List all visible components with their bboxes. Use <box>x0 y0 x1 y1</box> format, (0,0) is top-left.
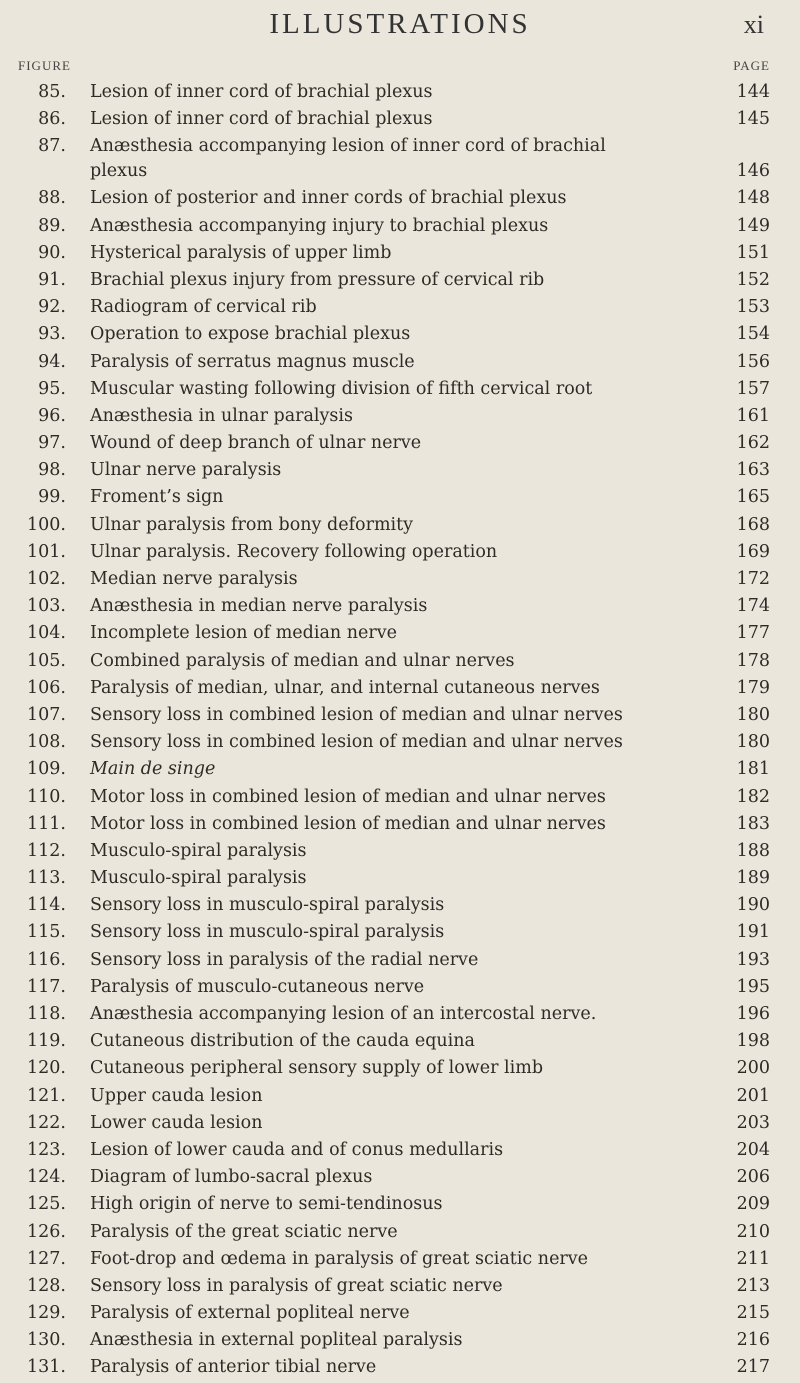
figure-number: 109. <box>27 759 66 780</box>
figure-title-text: Lesion of inner cord of brachial plexus <box>90 82 433 102</box>
figure-title-text: Paralysis of the great sciatic nerve <box>90 1221 398 1242</box>
page-reference: 217 <box>736 1357 770 1378</box>
list-item <box>0 107 800 134</box>
list-item <box>0 377 800 404</box>
figure-number: 92. <box>38 297 66 318</box>
figure-title <box>90 1002 596 1027</box>
figure-number: 125. <box>27 1194 66 1215</box>
page-reference: 169 <box>736 541 770 562</box>
figure-title-text: Anæsthesia in external popliteal paralysis <box>90 1330 463 1351</box>
figure-number: 114. <box>27 895 66 916</box>
figure-title <box>90 703 623 728</box>
list-item <box>0 948 800 975</box>
page-reference: 201 <box>736 1085 770 1106</box>
figure-title <box>90 268 544 293</box>
figure-title <box>90 1138 503 1163</box>
figure-number: 106. <box>27 677 66 698</box>
page-reference: 165 <box>736 487 770 508</box>
page-reference: 180 <box>736 732 770 753</box>
list-item <box>0 1138 800 1165</box>
list-item <box>0 404 800 431</box>
figure-number: 88. <box>38 188 66 209</box>
figure-number: 129. <box>27 1303 66 1324</box>
figure-title <box>90 107 433 132</box>
page-reference: 200 <box>736 1058 770 1079</box>
list-item <box>0 785 800 812</box>
figure-title <box>90 649 515 674</box>
page-reference: 190 <box>736 895 770 916</box>
figure-title <box>90 1247 588 1272</box>
list-item <box>0 322 800 349</box>
figure-number: 112. <box>27 840 66 861</box>
list-item <box>0 703 800 730</box>
page-reference: 193 <box>736 949 770 970</box>
figure-number: 89. <box>38 215 66 236</box>
page-reference: 203 <box>736 1112 770 1133</box>
figure-number: 110. <box>27 786 66 807</box>
figure-title <box>90 1220 398 1245</box>
figure-title-text: Paralysis of external popliteal nerve <box>90 1303 410 1324</box>
list-item <box>0 485 800 512</box>
figure-title <box>90 1274 503 1299</box>
list-item <box>0 513 800 540</box>
figure-title <box>90 485 223 510</box>
figure-title-text: Foot-drop and œdema in paralysis of great sciatic nerve <box>90 1248 589 1269</box>
figure-title <box>90 134 606 184</box>
figure-column-heading: FIGURE <box>18 58 71 73</box>
list-item <box>0 540 800 567</box>
figure-number: 87. <box>38 136 66 157</box>
page-reference: 162 <box>736 433 770 454</box>
figure-number: 123. <box>27 1139 66 1160</box>
figure-title <box>90 214 548 239</box>
figure-title <box>90 948 478 973</box>
figure-number: 98. <box>38 460 66 481</box>
figure-title <box>90 812 606 837</box>
list-item <box>0 458 800 485</box>
page-reference: 153 <box>736 297 770 318</box>
figure-number: 119. <box>27 1031 66 1052</box>
figure-title-text: Muscular wasting following division of fifth cervical root <box>90 378 593 399</box>
figure-number: 102. <box>27 569 66 589</box>
page-reference: 188 <box>736 840 770 861</box>
figure-title-text: Sensory loss in combined lesion of median and ulnar nerves <box>90 704 623 725</box>
figure-number: 108. <box>27 732 66 753</box>
figure-title-text: Paralysis of serratus magnus muscle <box>90 351 415 372</box>
list-item <box>0 134 800 186</box>
list-item <box>0 350 800 377</box>
list-item <box>0 920 800 947</box>
list-item <box>0 1301 800 1328</box>
figure-number: 93. <box>38 324 66 345</box>
figure-number: 120. <box>27 1058 66 1079</box>
illustrations-list <box>0 80 800 1383</box>
figure-title-text: Operation to expose brachial plexus <box>90 324 411 345</box>
figure-title-continuation: plexus <box>90 161 148 182</box>
figure-number: 130. <box>27 1330 66 1351</box>
figure-title-text: Sensory loss in paralysis of great sciatic nerve <box>90 1275 503 1296</box>
page-reference: 144 <box>736 82 770 102</box>
list-item <box>0 241 800 268</box>
page-reference: 180 <box>736 704 770 725</box>
figure-title <box>90 785 606 810</box>
figure-number: 118. <box>27 1004 66 1024</box>
page-reference: 161 <box>736 405 770 426</box>
figure-title-text: Froment’s sign <box>90 487 224 508</box>
figure-title-text: Radiogram of cervical rib <box>90 297 317 318</box>
figure-title-text: Cutaneous distribution of the cauda equina <box>90 1031 475 1052</box>
figure-title-text: Anæsthesia accompanying lesion of an intercostal nerve. <box>90 1004 597 1024</box>
page-reference: 209 <box>736 1194 770 1215</box>
figure-number: 99. <box>38 487 66 508</box>
figure-title <box>90 975 424 1000</box>
list-item <box>0 1220 800 1247</box>
list-item <box>0 839 800 866</box>
page-reference: 183 <box>736 813 770 834</box>
list-item <box>0 1111 800 1138</box>
page-reference: 213 <box>736 1275 770 1296</box>
figure-title-text: Musculo-spiral paralysis <box>90 840 307 861</box>
figure-number: 96. <box>38 405 66 426</box>
list-item <box>0 567 800 594</box>
figure-number: 86. <box>38 109 66 130</box>
figure-title-text: Main de singe <box>90 759 216 780</box>
page-reference: 152 <box>736 269 770 290</box>
page-reference: 174 <box>736 596 770 617</box>
figure-title <box>90 1056 543 1081</box>
running-header-title: ILLUSTRATIONS <box>269 8 531 40</box>
page-reference: 145 <box>736 109 770 130</box>
figure-title <box>90 920 444 945</box>
figure-number: 122. <box>27 1112 66 1133</box>
list-item <box>0 757 800 784</box>
list-item <box>0 893 800 920</box>
figure-number: 124. <box>27 1167 66 1188</box>
figure-title-text: Lesion of posterior and inner cords of brachial plexus <box>90 188 567 209</box>
figure-number: 117. <box>27 976 66 997</box>
page-reference: 216 <box>736 1330 770 1351</box>
figure-title-text: Anæsthesia accompanying lesion of inner cord of brachial <box>90 136 606 157</box>
figure-title <box>90 431 421 456</box>
figure-number: 121. <box>27 1085 66 1106</box>
page-reference: 149 <box>736 215 770 236</box>
figure-number: 127. <box>27 1248 66 1269</box>
figure-title <box>90 567 298 592</box>
figure-title <box>90 893 444 918</box>
list-item <box>0 649 800 676</box>
figure-title-text: Brachial plexus injury from pressure of cervical rib <box>90 269 545 290</box>
page-reference: 168 <box>736 514 770 535</box>
page-reference: 189 <box>736 868 770 889</box>
page-reference: 198 <box>736 1031 770 1052</box>
page-reference: 151 <box>736 242 770 263</box>
page-reference: 204 <box>736 1139 770 1160</box>
figure-number: 115. <box>27 922 66 943</box>
figure-title-text: Upper cauda lesion <box>90 1085 263 1106</box>
figure-number: 91. <box>38 269 66 290</box>
figure-title-text: Sensory loss in paralysis of the radial nerve <box>90 949 479 970</box>
list-item <box>0 1029 800 1056</box>
figure-title-text: Paralysis of median, ulnar, and internal cutaneous nerves <box>90 677 600 698</box>
page-number: xi <box>743 10 764 39</box>
figure-title <box>90 241 391 266</box>
figure-title-text: Combined paralysis of median and ulnar nerves <box>90 650 515 671</box>
list-item <box>0 866 800 893</box>
list-item <box>0 812 800 839</box>
figure-number: 85. <box>38 82 66 102</box>
list-item <box>0 295 800 322</box>
page-reference: 182 <box>736 786 770 807</box>
figure-title-text: Lesion of lower cauda and of conus medullaris <box>90 1139 504 1160</box>
figure-title <box>90 757 215 782</box>
list-item <box>0 80 800 107</box>
figure-title-text: Ulnar paralysis. Recovery following operation <box>90 541 498 562</box>
figure-title-text: Ulnar paralysis from bony deformity <box>90 514 414 535</box>
figure-title <box>90 404 353 429</box>
list-item <box>0 730 800 757</box>
figure-title-text: Diagram of lumbo-sacral plexus <box>90 1167 373 1188</box>
figure-title <box>90 1192 442 1217</box>
list-item <box>0 1192 800 1219</box>
page-reference: 211 <box>736 1248 770 1269</box>
list-item <box>0 1247 800 1274</box>
figure-title-text: Hysterical paralysis of upper limb <box>90 242 392 263</box>
figure-title <box>90 1111 262 1136</box>
page-reference: 210 <box>736 1221 770 1242</box>
list-item <box>0 594 800 621</box>
figure-title <box>90 186 567 211</box>
figure-title <box>90 730 623 755</box>
figure-title <box>90 621 397 646</box>
page-reference: 146 <box>736 161 770 182</box>
figure-title-text: Incomplete lesion of median nerve <box>90 623 397 644</box>
figure-number: 131. <box>27 1357 66 1378</box>
figure-number: 103. <box>27 596 66 617</box>
figure-title <box>90 1029 475 1054</box>
figure-title <box>90 322 410 347</box>
list-item <box>0 676 800 703</box>
figure-title <box>90 80 433 105</box>
figure-title-text: Ulnar nerve paralysis <box>90 460 282 481</box>
figure-title-text: Paralysis of anterior tibial nerve <box>90 1357 377 1378</box>
figure-title <box>90 1328 462 1353</box>
figure-number: 128. <box>27 1275 66 1296</box>
page-reference: 191 <box>736 922 770 943</box>
page-reference: 163 <box>736 460 770 481</box>
page-reference: 178 <box>736 650 770 671</box>
figure-number: 107. <box>27 704 66 725</box>
list-item <box>0 1328 800 1355</box>
figure-number: 100. <box>27 514 66 535</box>
page-reference: 215 <box>736 1303 770 1324</box>
page-reference: 156 <box>736 351 770 372</box>
list-item <box>0 431 800 458</box>
figure-title <box>90 377 592 402</box>
figure-title-text: Lower cauda lesion <box>90 1112 263 1133</box>
figure-title-text: Motor loss in combined lesion of median and ulnar nerves <box>90 813 606 834</box>
page-reference: 206 <box>736 1167 770 1188</box>
figure-title-text: Median nerve paralysis <box>90 569 298 589</box>
figure-title-text: Sensory loss in musculo-spiral paralysis <box>90 895 445 916</box>
page-reference: 148 <box>736 188 770 209</box>
figure-title-text: Anæsthesia in median nerve paralysis <box>90 596 428 617</box>
list-item <box>0 975 800 1002</box>
list-item <box>0 186 800 213</box>
figure-number: 94. <box>38 351 66 372</box>
figure-title <box>90 458 281 483</box>
list-item <box>0 1084 800 1111</box>
figure-title-text: Wound of deep branch of ulnar nerve <box>90 433 422 454</box>
figure-number: 95. <box>38 378 66 399</box>
figure-title <box>90 513 413 538</box>
figure-title <box>90 866 307 891</box>
figure-title-text: Cutaneous peripheral sensory supply of lower limb <box>90 1058 544 1079</box>
figure-title-text: Sensory loss in musculo-spiral paralysis <box>90 922 445 943</box>
figure-title <box>90 676 600 701</box>
figure-title-text: Paralysis of musculo-cutaneous nerve <box>90 976 425 997</box>
list-item <box>0 268 800 295</box>
figure-number: 101. <box>27 541 66 562</box>
list-item <box>0 1274 800 1301</box>
list-item <box>0 1165 800 1192</box>
figure-title-text: Musculo-spiral paralysis <box>90 868 307 889</box>
figure-title-text: Lesion of inner cord of brachial plexus <box>90 109 433 130</box>
page-reference: 177 <box>736 623 770 644</box>
figure-number: 116. <box>27 949 66 970</box>
figure-number: 104. <box>27 623 66 644</box>
figure-number: 126. <box>27 1221 66 1242</box>
list-item <box>0 214 800 241</box>
figure-title <box>90 839 307 864</box>
list-item <box>0 1056 800 1083</box>
figure-title-text: Anæsthesia in ulnar paralysis <box>90 405 353 426</box>
page-reference: 196 <box>736 1004 770 1024</box>
figure-number: 90. <box>38 242 66 263</box>
page-reference: 179 <box>736 677 770 698</box>
page-column-heading: PAGE <box>733 58 770 73</box>
figure-title <box>90 1084 262 1109</box>
list-item <box>0 1002 800 1029</box>
figure-title <box>90 540 497 565</box>
figure-title <box>90 1165 372 1190</box>
figure-number: 113. <box>27 868 66 889</box>
figure-number: 105. <box>27 650 66 671</box>
figure-title <box>90 350 415 375</box>
figure-number: 97. <box>38 433 66 454</box>
page-reference: 181 <box>736 759 770 780</box>
figure-title-text: Motor loss in combined lesion of median and ulnar nerves <box>90 786 606 807</box>
page-reference: 157 <box>736 378 770 399</box>
figure-title <box>90 1355 376 1380</box>
figure-number: 111. <box>27 813 66 834</box>
page-reference: 172 <box>736 569 770 589</box>
figure-title-text: High origin of nerve to semi-tendinosus <box>90 1194 443 1215</box>
list-item <box>0 621 800 648</box>
figure-title-text: Anæsthesia accompanying injury to brachial plexus <box>90 215 549 236</box>
figure-title <box>90 295 317 320</box>
figure-title <box>90 1301 410 1326</box>
list-item <box>0 1355 800 1382</box>
page-reference: 195 <box>736 976 770 997</box>
figure-title-text: Sensory loss in combined lesion of median and ulnar nerves <box>90 732 623 753</box>
page-reference: 154 <box>736 324 770 345</box>
figure-title <box>90 594 427 619</box>
